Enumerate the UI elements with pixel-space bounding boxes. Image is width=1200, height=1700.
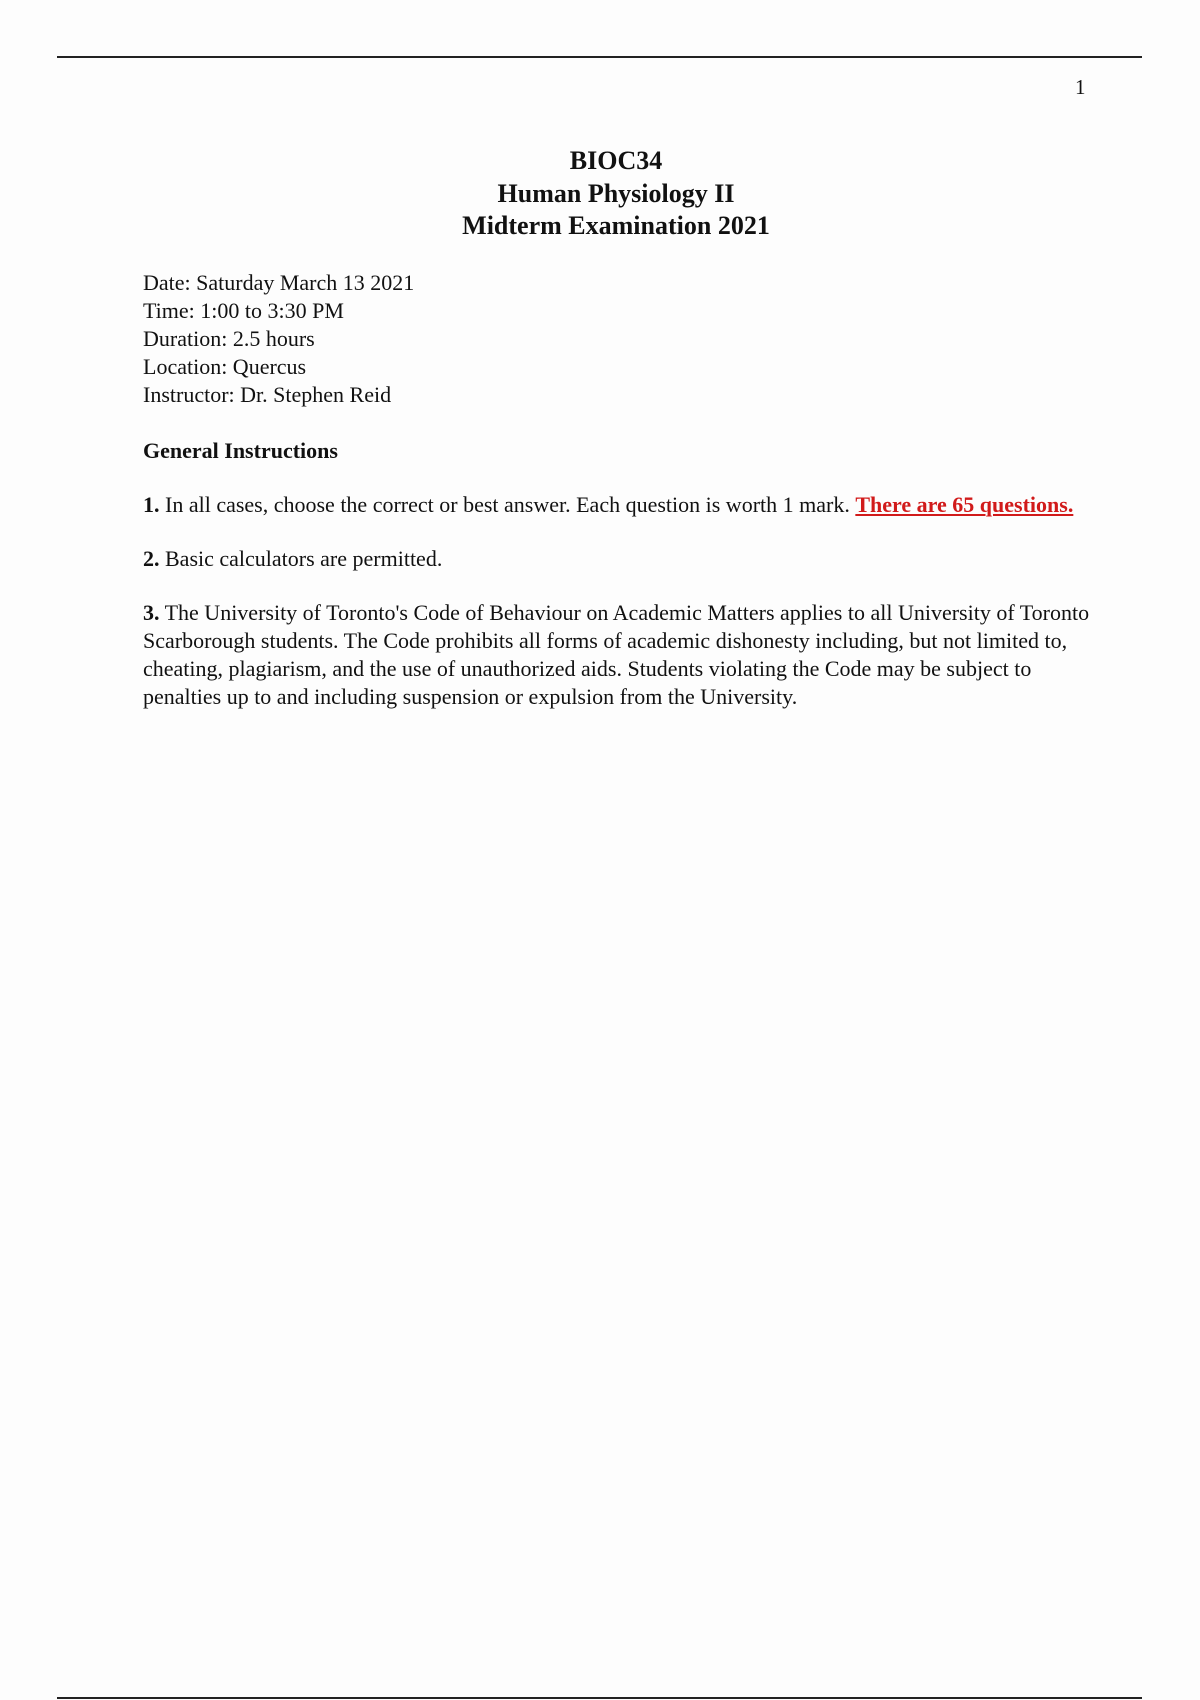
exam-location: Location: Quercus: [143, 354, 307, 379]
top-rule: [57, 56, 1142, 58]
exam-title-block: [0, 145, 1200, 243]
exam-duration: Duration: 2.5 hours: [143, 326, 315, 351]
page-number: 1: [1075, 75, 1086, 99]
instruction-number: 2.: [143, 546, 160, 571]
exam-date: Date: Saturday March 13 2021: [143, 270, 415, 295]
instruction-text: The University of Toronto's Code of Behaviour on Academic Matters applies to all University of Toronto Scarborough students. The Code prohibits all forms of academic dishonesty including, but not limited to, cheating, plagiarism, and the use of unauthorized aids. Students violating the Code may be subject to penalties up to and including suspension or expulsion from the University.: [143, 600, 1090, 709]
course-name: Human Physiology II: [497, 178, 735, 208]
exam-title: Midterm Examination 2021: [462, 211, 770, 240]
instruction-number: 3.: [143, 600, 160, 625]
exam-cover-content: [143, 269, 1093, 711]
instruction-item: [143, 491, 1093, 519]
exam-instructor: Instructor: Dr. Stephen Reid: [143, 382, 392, 407]
instruction-text: In all cases, choose the correct or best answer. Each question is worth 1 mark.: [159, 492, 856, 517]
course-code: BIOC34: [569, 146, 663, 175]
instruction-item: [143, 545, 1093, 573]
instruction-text: Basic calculators are permitted.: [159, 546, 443, 571]
exam-details: [143, 269, 1093, 409]
question-count-note: There are 65 questions.: [855, 492, 1074, 517]
instruction-item: [143, 599, 1093, 711]
instruction-number: 1.: [143, 492, 160, 517]
bottom-rule: [57, 1697, 1142, 1699]
exam-time: Time: 1:00 to 3:30 PM: [143, 298, 344, 323]
general-instructions-heading: General Instructions: [143, 438, 338, 463]
